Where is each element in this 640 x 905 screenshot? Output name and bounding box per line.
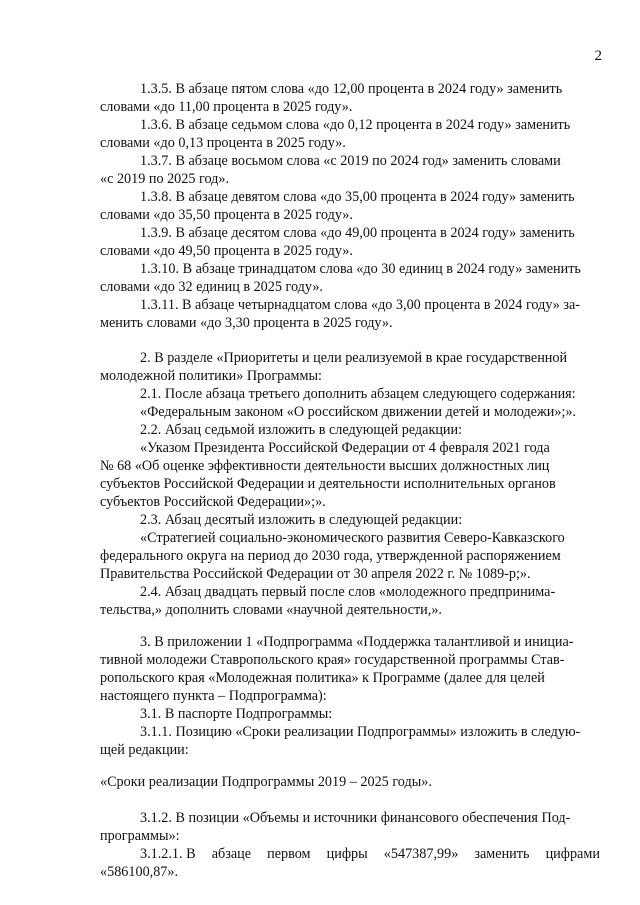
paragraph-1-3-10-line-1: 1.3.10. В абзаце тринадцатом слова «до 30 единиц в 2024 году» заменить <box>140 261 581 277</box>
paragraph-3-1-2-line-2: программы»: <box>100 828 180 844</box>
paragraph-2-3-quote-line-1: «Стратегией социально-экономического развития Северо-Кавказского <box>140 530 565 546</box>
word: абзаце <box>211 846 252 862</box>
paragraph-2-3-quote-line-2: федерального округа на период до 2030 года, утвержденной распоряжением <box>100 548 561 564</box>
section-3-line-3: ропольского края «Молодежная политика» к Программе (далее для целей <box>100 670 545 686</box>
paragraph-1-3-9-line-1: 1.3.9. В абзаце десятом слова «до 49,00 процента в 2024 году» заменить <box>140 225 575 241</box>
paragraph-2-4-line-1: 2.4. Абзац двадцать первый после слов «молодежного предпринима- <box>140 584 556 600</box>
page-number: 2 <box>594 48 602 64</box>
paragraph-1-3-11-line-1: 1.3.11. В абзаце четырнадцатом слова «до 3,00 процента в 2024 году» за- <box>140 297 581 313</box>
word: заменить <box>474 846 530 862</box>
paragraph-3-1-2-line-1: 3.1.2. В позиции «Объемы и источники финансового обеспечения Под- <box>140 810 571 826</box>
section-2-heading-line-2: молодежной политики» Программы: <box>100 368 322 384</box>
word: первом <box>267 846 311 862</box>
paragraph-1-3-5-line-2: словами «до 11,00 процента в 2025 году». <box>100 99 353 115</box>
paragraph-3-1-2-1-line-1 <box>140 846 600 864</box>
paragraph-2-3: 2.3. Абзац десятый изложить в следующей редакции: <box>140 512 463 528</box>
word: «547387,99» <box>383 846 459 862</box>
paragraph-3-1: 3.1. В паспорте Подпрограммы: <box>140 706 333 722</box>
word: цифры <box>326 846 368 862</box>
paragraph-1-3-6-line-2: словами «до 0,13 процента в 2025 году». <box>100 135 346 151</box>
paragraph-1-3-11-line-2: менить словами «до 3,30 процента в 2025 году». <box>100 315 393 331</box>
quoted-implementation-period: «Сроки реализации Подпрограммы 2019 – 2025 годы». <box>100 774 432 790</box>
paragraph-1-3-8-line-1: 1.3.8. В абзаце девятом слова «до 35,00 процента в 2024 году» заменить <box>140 189 575 205</box>
section-3-line-4: настоящего пункта – Подпрограмма): <box>100 688 327 704</box>
paragraph-2-2-quote-line-2: № 68 «Об оценке эффективности деятельности высших должностных лиц <box>100 458 550 474</box>
paragraph-2-2: 2.2. Абзац седьмой изложить в следующей редакции: <box>140 422 463 438</box>
paragraph-1-3-9-line-2: словами «до 49,50 процента в 2025 году». <box>100 243 353 259</box>
paragraph-2-2-quote-line-3: субъектов Российской Федерации и деятельности исполнительных органов <box>100 476 556 492</box>
section-3-line-2: тивной молодежи Ставропольского края» государственной программы Став- <box>100 652 565 668</box>
paragraph-2-2-quote-line-4: субъектов Российской Федерации»;». <box>100 494 326 510</box>
paragraph-1-3-7-line-2: «с 2019 по 2025 год». <box>100 171 230 187</box>
paragraph-2-4-line-2: тельства,» дополнить словами «научной деятельности,». <box>100 602 442 618</box>
paragraph-2-1-quote: «Федеральным законом «О российском движении детей и молодежи»;». <box>140 404 577 420</box>
paragraph-3-1-1-line-2: щей редакции: <box>100 742 189 758</box>
paragraph-1-3-8-line-2: словами «до 35,50 процента в 2025 году». <box>100 207 353 223</box>
paragraph-2-1: 2.1. После абзаца третьего дополнить абзацем следующего содержания: <box>140 386 576 402</box>
word: цифрами <box>545 846 600 862</box>
paragraph-1-3-6-line-1: 1.3.6. В абзаце седьмом слова «до 0,12 процента в 2024 году» заменить <box>140 117 571 133</box>
section-2-heading-line-1: 2. В разделе «Приоритеты и цели реализуемой в крае государственной <box>140 350 568 366</box>
paragraph-1-3-10-line-2: словами «до 32 единиц в 2025 году». <box>100 279 323 295</box>
paragraph-1-3-7-line-1: 1.3.7. В абзаце восьмом слова «с 2019 по 2024 год» заменить словами <box>140 153 561 169</box>
paragraph-2-3-quote-line-3: Правительства Российской Федерации от 30 апреля 2022 г. № 1089-р;». <box>100 566 531 582</box>
paragraph-3-1-2-1-line-2: «586100,87». <box>100 864 179 880</box>
word: 3.1.2.1. В <box>140 846 196 862</box>
paragraph-2-2-quote-line-1: «Указом Президента Российской Федерации от 4 февраля 2021 года <box>140 440 550 456</box>
paragraph-1-3-5-line-1: 1.3.5. В абзаце пятом слова «до 12,00 процента в 2024 году» заменить <box>140 81 563 97</box>
paragraph-3-1-1-line-1: 3.1.1. Позицию «Сроки реализации Подпрограммы» изложить в следую- <box>140 724 581 740</box>
section-3-line-1: 3. В приложении 1 «Подпрограмма «Поддержка талантливой и инициа- <box>140 634 574 650</box>
